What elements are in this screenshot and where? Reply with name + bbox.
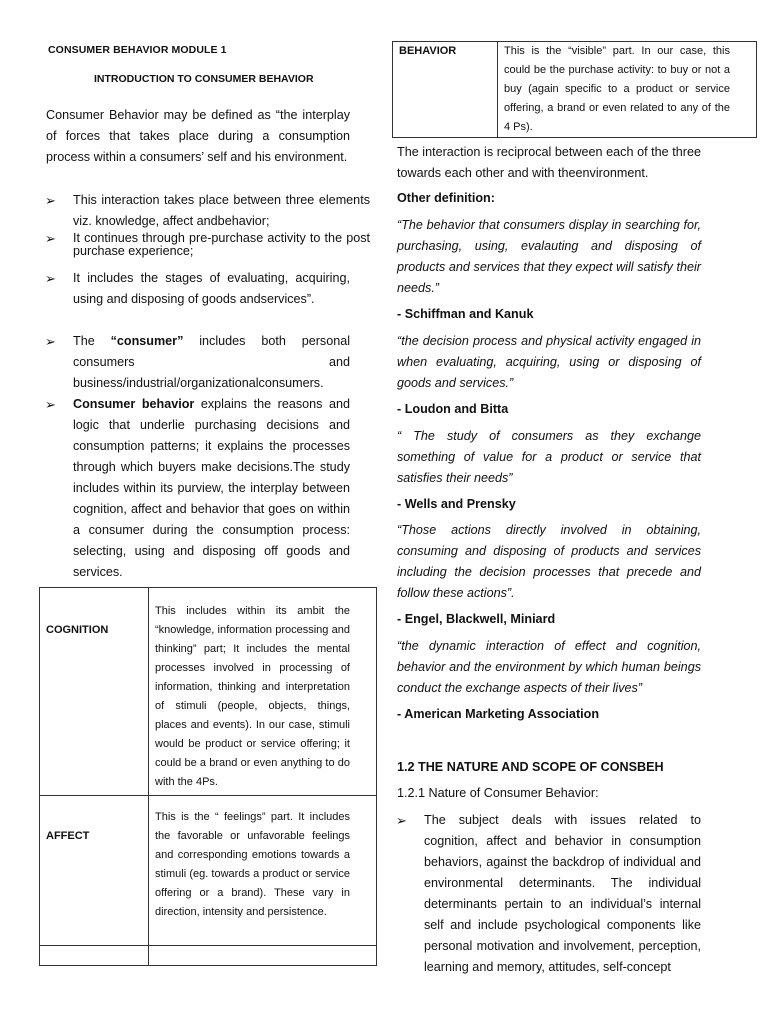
definition-quote: “the dynamic interaction of effect and cognition, behavior and the environment by which human beings conduct the exchange aspects of their lives” (397, 639, 701, 695)
bullet-item-consumer: ➢ The “consumer” includes both personal consumers and business/industrial/organizationalconsumers. (73, 331, 350, 394)
other-definition-heading: Other definition: (397, 191, 495, 205)
definition-quote: “The behavior that consumers display in searching for, purchasing, using, evalauting and disposing of products and services that they expect will satisfy their needs.” (397, 218, 701, 295)
table-row (40, 946, 377, 966)
table-label-cell: BEHAVIOR (393, 42, 498, 138)
definition-author: - Wells and Prensky (397, 497, 516, 511)
table-row (40, 588, 377, 796)
bullet-item: ➢ This interaction takes place between three elements viz. knowledge, affect andbehavior; (73, 190, 370, 232)
table-text-cell: This includes within its ambit the “knowledge, information processing and thinking” part; It includes the mental processes involved in processing of information, thinking and interpretation of stimuli (people, objects, things, places and events). In our case, stimuli would be product or service offering; it could be a brand or even anything to do with the 4Ps. (149, 588, 377, 796)
table-text-cell: This is the “ feelings” part. It includes the favorable or unfavorable feelings and corresponding emotions towards a stimuli (eg. towards a product or service offering or a brand). These vary in direction, intensity and persistence. (149, 796, 377, 946)
intro-title: INTRODUCTION TO CONSUMER BEHAVIOR (94, 73, 314, 85)
arrow-bullet-icon: ➢ (45, 397, 56, 412)
definition-quote: “ The study of consumers as they exchange something of value for a product or service that satisfies their needs” (397, 429, 701, 485)
arrow-bullet-icon: ➢ (45, 334, 56, 349)
module-title: CONSUMER BEHAVIOR MODULE 1 (48, 44, 227, 56)
table-label-cell (40, 946, 149, 966)
arrow-bullet-icon: ➢ (45, 193, 56, 208)
cognition-affect-table (39, 587, 377, 966)
definition-quote: “Those actions directly involved in obtaining, consuming and disposing of products and services including the decision processes that precede and follow these actions”. (397, 523, 701, 600)
table-text-cell: This is the “visible” part. In our case, this could be the purchase activity: to buy or not a buy (again specific to a product or service offering, a brand or even related to any of the 4 Ps). (498, 42, 757, 138)
behavior-table (392, 41, 757, 138)
arrow-bullet-icon: ➢ (45, 271, 56, 286)
arrow-bullet-icon: ➢ (45, 231, 56, 246)
bullet-item: ➢ It continues through pre-purchase activity to the post purchase experience; (45, 231, 370, 258)
definition-author: - American Marketing Association (397, 707, 600, 721)
table-label-cell: AFFECT (40, 796, 149, 946)
table-text-cell (149, 946, 377, 966)
bullet-item-consumer-behavior: ➢ Consumer behavior explains the reasons and logic that underlie purchasing decisions and consumption patterns; it explains the processes through which buyers make decisions.The study includes within its purview, the interplay between cognition, affect and behavior that goes on within a consumer during the consumption process: selecting, using and disposing off goods and services. (73, 394, 350, 583)
definition-quote: “the decision process and physical activity engaged in when evaluating, acquiring, using or disposing of goods and services.” (397, 334, 701, 390)
subsection-heading: 1.2.1 Nature of Consumer Behavior: (397, 786, 599, 800)
section-heading: 1.2 THE NATURE AND SCOPE OF CONSBEH (397, 760, 664, 774)
table-row (40, 796, 377, 946)
definition-author: - Loudon and Bitta (397, 402, 509, 416)
definition-author: - Engel, Blackwell, Miniard (397, 612, 556, 626)
table-label-cell: COGNITION (40, 588, 149, 796)
table-row (393, 42, 757, 138)
arrow-bullet-icon: ➢ (396, 813, 407, 828)
definition-author: - Schiffman and Kanuk (397, 307, 534, 321)
lead-paragraph: Consumer Behavior may be defined as “the interplay of forces that takes place during a consumption process within a consumers’ self and his environment. (46, 108, 350, 164)
interaction-text: The interaction is reciprocal between each of the three towards each other and with theenvironment. (397, 145, 701, 180)
bullet-item: ➢ The subject deals with issues related to cognition, affect and behavior in consumption behaviors, against the backdrop of individual and environmental determinants. The individual determinants pertain to an individual’s internal self and include psychological components like personal motivation and involvement, perception, learning and memory, attitudes, self-concept (424, 810, 701, 978)
bullet-item: ➢ It includes the stages of evaluating, acquiring, using and disposing of goods andservices”. (73, 268, 350, 310)
